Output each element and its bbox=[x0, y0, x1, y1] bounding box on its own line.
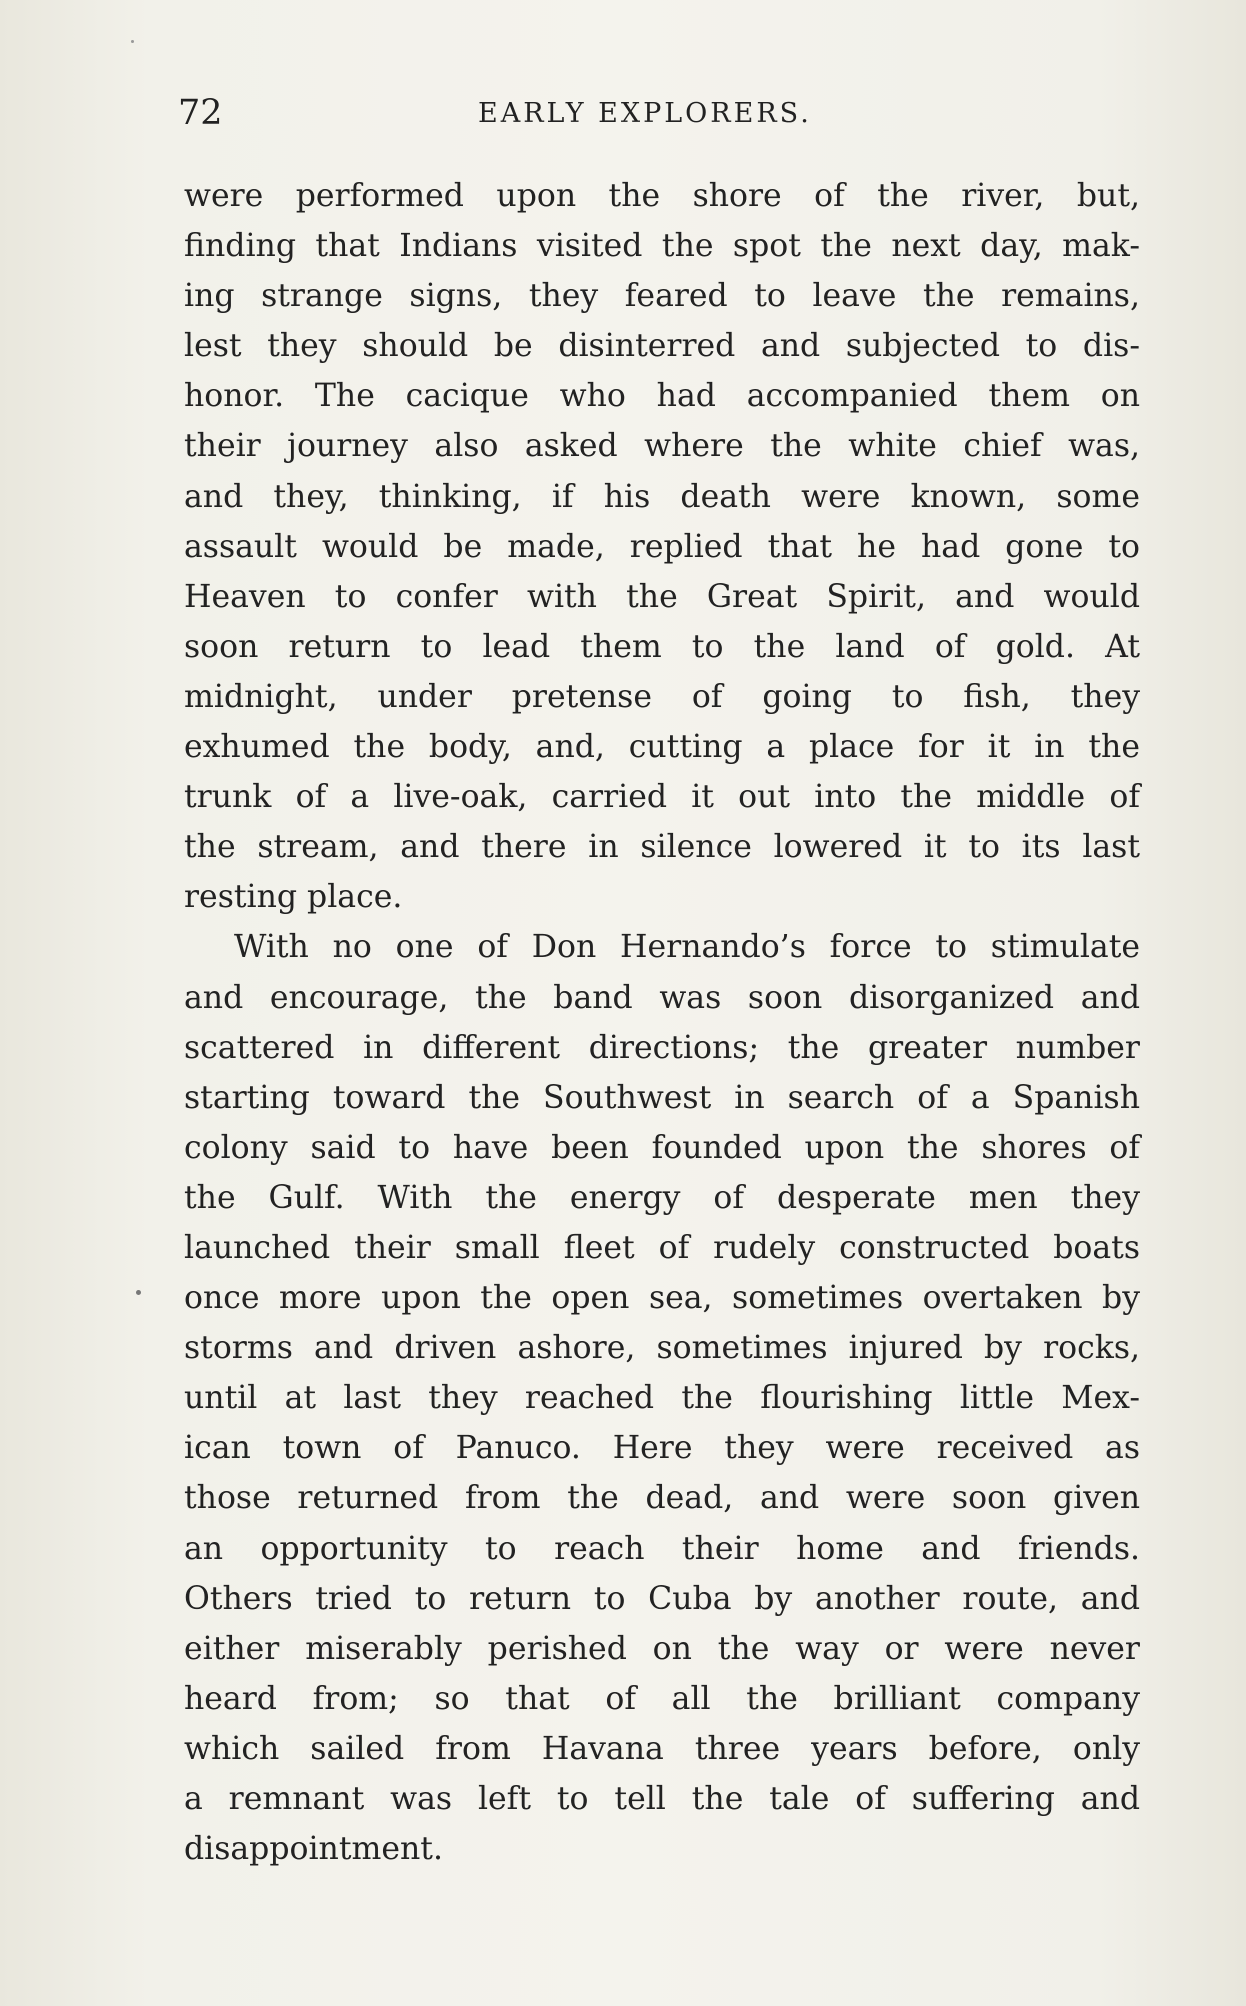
text-line: colony said to have been founded upon the shores of bbox=[184, 1129, 1140, 1166]
text-line: launched their small fleet of rudely constructed boats bbox=[184, 1229, 1140, 1266]
text-line: and encourage, the band was soon disorganized and bbox=[184, 979, 1140, 1016]
text-line: which sailed from Havana three years before, only bbox=[184, 1730, 1140, 1767]
paragraph-2 bbox=[184, 922, 1140, 1874]
text-line: ican town of Panuco. Here they were received as bbox=[184, 1430, 1140, 1467]
text-line: Others tried to return to Cuba by another route, and bbox=[184, 1580, 1140, 1617]
text-line: the stream, and there in silence lowered it to its last bbox=[184, 829, 1140, 866]
text-line: trunk of a live-oak, carried it out into the middle of bbox=[184, 779, 1140, 816]
paragraph-1 bbox=[184, 171, 1140, 922]
text-line: and they, thinking, if his death were known, some bbox=[184, 478, 1140, 515]
text-line: disappointment. bbox=[184, 1831, 443, 1868]
text-line: assault would be made, replied that he had gone to bbox=[184, 528, 1140, 565]
text-line: their journey also asked where the white chief was, bbox=[184, 428, 1140, 465]
text-line: were performed upon the shore of the river, but, bbox=[184, 178, 1140, 214]
text-line: honor. The cacique who had accompanied them on bbox=[184, 378, 1140, 415]
text-line: a remnant was left to tell the tale of suffering and bbox=[184, 1781, 1140, 1817]
ink-speck bbox=[136, 1290, 141, 1295]
text-line: starting toward the Southwest in search of a Spanish bbox=[184, 1079, 1140, 1116]
text-line: soon return to lead them to the land of gold. At bbox=[184, 628, 1140, 665]
text-line: scattered in different directions; the greater number bbox=[184, 1029, 1140, 1066]
text-line: until at last they reached the flourishing little Mex- bbox=[184, 1380, 1140, 1417]
text-line: ing strange signs, they feared to leave the remains, bbox=[184, 278, 1140, 315]
running-head: EARLY EXPLORERS. bbox=[478, 98, 812, 129]
body-text bbox=[184, 171, 1140, 1874]
ink-speck bbox=[131, 40, 134, 43]
text-line: With no one of Don Hernando’s force to stimulate bbox=[234, 929, 1140, 966]
text-line: the Gulf. With the energy of desperate men they bbox=[184, 1179, 1140, 1216]
page-number: 72 bbox=[178, 93, 223, 133]
text-line: an opportunity to reach their home and friends. bbox=[184, 1530, 1140, 1567]
text-line: lest they should be disinterred and subjected to dis- bbox=[184, 328, 1140, 365]
text-line: midnight, under pretense of going to fish, they bbox=[184, 678, 1140, 715]
text-line: exhumed the body, and, cutting a place for it in the bbox=[184, 729, 1140, 766]
text-line: heard from; so that of all the brilliant company bbox=[184, 1680, 1140, 1717]
text-line: Heaven to confer with the Great Spirit, and would bbox=[184, 578, 1140, 615]
text-line: those returned from the dead, and were soon given bbox=[184, 1480, 1140, 1517]
text-line: resting place. bbox=[184, 879, 403, 916]
text-line: storms and driven ashore, sometimes injured by rocks, bbox=[184, 1330, 1140, 1367]
text-line: either miserably perished on the way or were never bbox=[184, 1630, 1140, 1667]
page-header bbox=[178, 88, 1138, 138]
text-line: finding that Indians visited the spot the next day, mak- bbox=[184, 228, 1140, 265]
text-line: once more upon the open sea, sometimes overtaken by bbox=[184, 1280, 1140, 1317]
